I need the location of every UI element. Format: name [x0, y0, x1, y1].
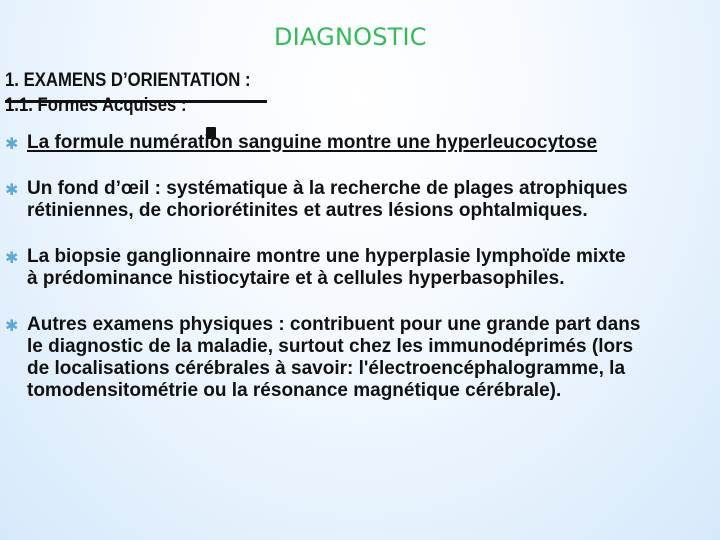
bullet-item — [5, 314, 705, 402]
bullet-line: tomodensitométrie ou la résonance magnétique cérébrale). — [27, 380, 562, 401]
bullet-line: le diagnostic de la maladie, surtout chez les immunodéprimés (lors — [27, 336, 634, 357]
bullet-line: rétiniennes, de choriorétinites et autres lésions ophtalmiques. — [27, 200, 588, 221]
bullet-item — [5, 132, 705, 154]
bullet-list — [5, 132, 705, 402]
bullet-line: à prédominance histiocytaire et à cellules hyperbasophiles. — [27, 268, 565, 289]
bullet-item — [5, 246, 705, 290]
bullet-line: Un fond d’œil : systématique à la recherche de plages atrophiques — [27, 178, 628, 199]
bullet-line: de localisations cérébrales à savoir: l'électroencéphalogramme, la — [27, 358, 626, 379]
bullet-text — [27, 314, 705, 402]
bullet-line: La biopsie ganglionnaire montre une hyperplasie lymphoïde mixte — [27, 246, 626, 267]
bullet-item — [5, 178, 705, 222]
asterisk-bullet-icon: ✱ — [5, 180, 19, 199]
bullet-line: Autres examens physiques : contribuent pour une grande part dans — [27, 314, 641, 335]
slide-title: DIAGNOSTIC — [274, 23, 427, 51]
bullet-text — [27, 132, 705, 154]
bullet-line: La formule numération sanguine montre une hyperleucocytose — [27, 132, 598, 153]
asterisk-bullet-icon: ✱ — [5, 134, 19, 153]
bullet-text — [27, 178, 705, 222]
asterisk-bullet-icon: ✱ — [5, 248, 19, 267]
bullet-text — [27, 246, 705, 290]
subsection-heading: 1.1. Formes Acquises : — [5, 95, 187, 116]
asterisk-bullet-icon: ✱ — [5, 316, 19, 335]
section-heading: 1. EXAMENS D’ORIENTATION : — [5, 70, 251, 91]
